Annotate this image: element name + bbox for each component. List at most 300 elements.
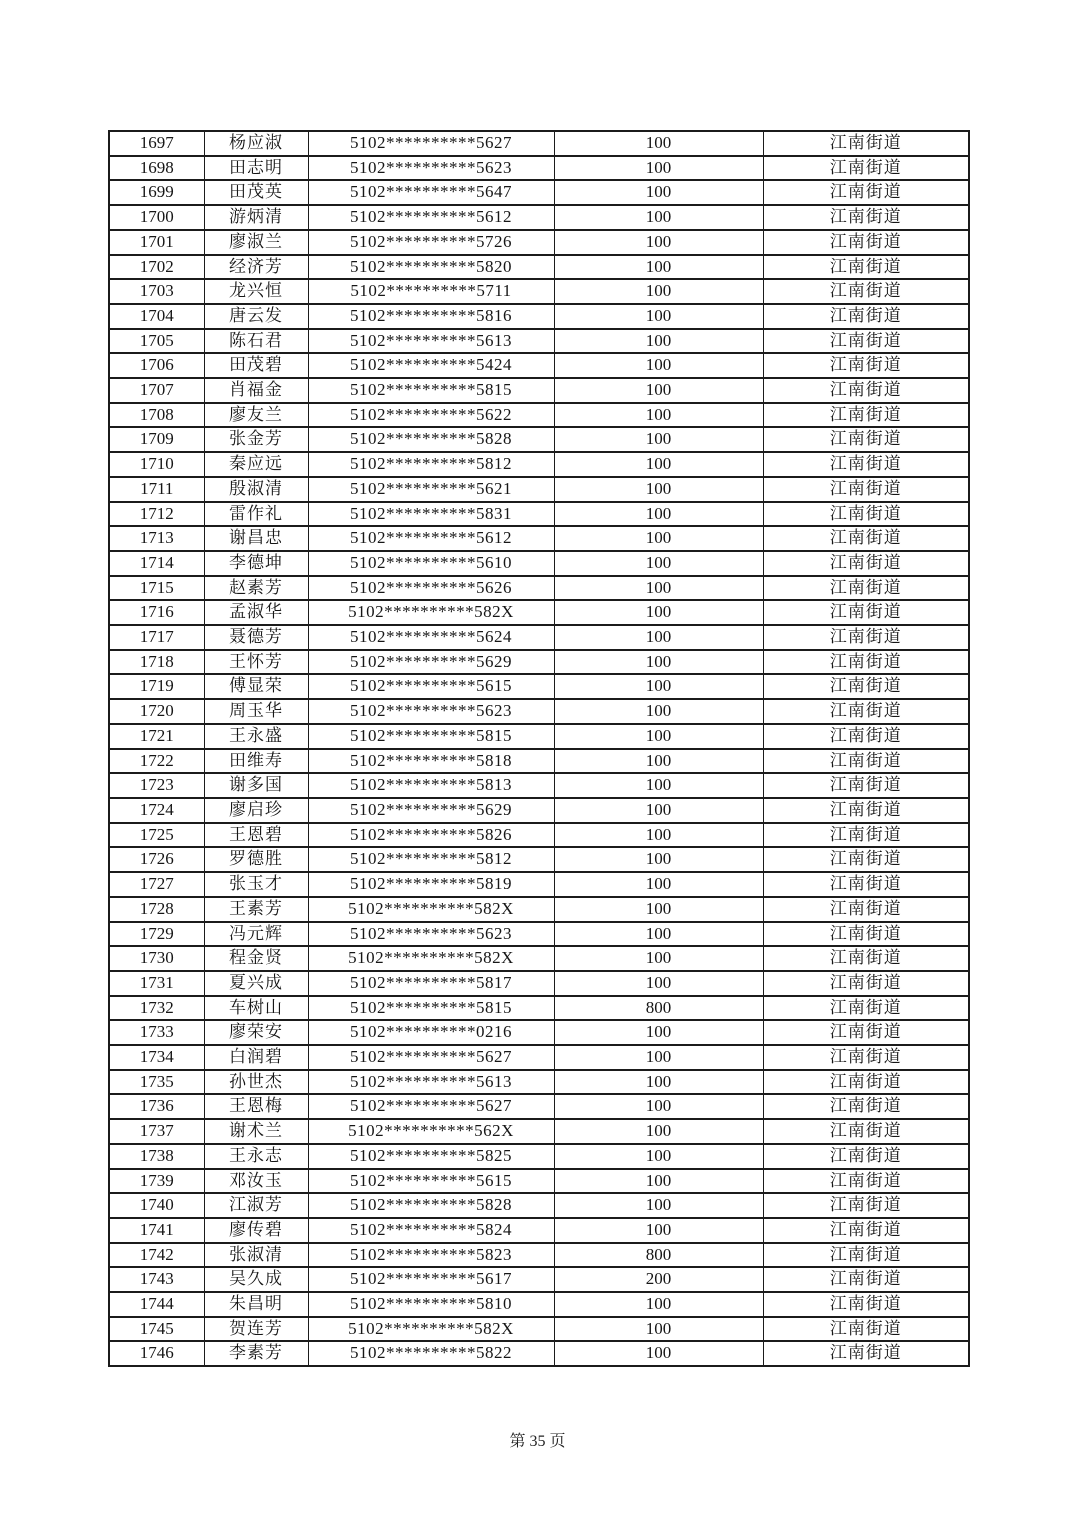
name-cell: 王素芳 bbox=[204, 897, 308, 922]
name-cell: 雷作礼 bbox=[204, 502, 308, 527]
table-row bbox=[109, 131, 969, 156]
district-cell: 江南街道 bbox=[763, 452, 969, 477]
amount-cell: 100 bbox=[554, 823, 763, 848]
table-row bbox=[109, 1144, 969, 1169]
table-row bbox=[109, 1045, 969, 1070]
id-cell: 5102**********5818 bbox=[308, 749, 554, 774]
name-cell: 王恩梅 bbox=[204, 1094, 308, 1119]
table-row bbox=[109, 1317, 969, 1342]
district-cell: 江南街道 bbox=[763, 427, 969, 452]
id-cell: 5102**********5816 bbox=[308, 304, 554, 329]
amount-cell: 100 bbox=[554, 1119, 763, 1144]
seq-cell: 1741 bbox=[109, 1218, 204, 1243]
id-cell: 5102**********5817 bbox=[308, 971, 554, 996]
id-cell: 5102**********5825 bbox=[308, 1144, 554, 1169]
id-cell: 5102**********5622 bbox=[308, 403, 554, 428]
amount-cell: 100 bbox=[554, 502, 763, 527]
id-cell: 5102**********5815 bbox=[308, 378, 554, 403]
seq-cell: 1718 bbox=[109, 650, 204, 675]
seq-cell: 1744 bbox=[109, 1292, 204, 1317]
table-row bbox=[109, 477, 969, 502]
seq-cell: 1698 bbox=[109, 156, 204, 181]
amount-cell: 100 bbox=[554, 427, 763, 452]
district-cell: 江南街道 bbox=[763, 922, 969, 947]
id-cell: 5102**********5813 bbox=[308, 773, 554, 798]
table-row bbox=[109, 1267, 969, 1292]
id-cell: 5102**********5615 bbox=[308, 674, 554, 699]
id-cell: 5102**********5612 bbox=[308, 526, 554, 551]
table-row bbox=[109, 699, 969, 724]
table-row bbox=[109, 403, 969, 428]
table-row bbox=[109, 823, 969, 848]
table-row bbox=[109, 156, 969, 181]
name-cell: 程金贤 bbox=[204, 946, 308, 971]
district-cell: 江南街道 bbox=[763, 823, 969, 848]
id-cell: 5102**********5624 bbox=[308, 625, 554, 650]
id-cell: 5102**********5647 bbox=[308, 180, 554, 205]
amount-cell: 100 bbox=[554, 304, 763, 329]
district-cell: 江南街道 bbox=[763, 576, 969, 601]
seq-cell: 1736 bbox=[109, 1094, 204, 1119]
amount-cell: 100 bbox=[554, 1144, 763, 1169]
amount-cell: 100 bbox=[554, 600, 763, 625]
district-cell: 江南街道 bbox=[763, 1341, 969, 1366]
seq-cell: 1745 bbox=[109, 1317, 204, 1342]
amount-cell: 100 bbox=[554, 156, 763, 181]
seq-cell: 1715 bbox=[109, 576, 204, 601]
seq-cell: 1737 bbox=[109, 1119, 204, 1144]
amount-cell: 100 bbox=[554, 279, 763, 304]
amount-cell: 100 bbox=[554, 1020, 763, 1045]
amount-cell: 100 bbox=[554, 971, 763, 996]
district-cell: 江南街道 bbox=[763, 650, 969, 675]
name-cell: 贺连芳 bbox=[204, 1317, 308, 1342]
id-cell: 5102**********5610 bbox=[308, 551, 554, 576]
seq-cell: 1739 bbox=[109, 1169, 204, 1194]
id-cell: 5102**********5627 bbox=[308, 131, 554, 156]
id-cell: 5102**********5820 bbox=[308, 255, 554, 280]
id-cell: 5102**********5623 bbox=[308, 156, 554, 181]
name-cell: 车树山 bbox=[204, 996, 308, 1021]
id-cell: 5102**********5623 bbox=[308, 699, 554, 724]
amount-cell: 100 bbox=[554, 1317, 763, 1342]
district-cell: 江南街道 bbox=[763, 1243, 969, 1268]
subsidy-table bbox=[108, 130, 970, 1367]
name-cell: 田茂碧 bbox=[204, 353, 308, 378]
table-row bbox=[109, 180, 969, 205]
table-row bbox=[109, 427, 969, 452]
name-cell: 张淑清 bbox=[204, 1243, 308, 1268]
amount-cell: 200 bbox=[554, 1267, 763, 1292]
id-cell: 5102**********5812 bbox=[308, 452, 554, 477]
district-cell: 江南街道 bbox=[763, 502, 969, 527]
amount-cell: 100 bbox=[554, 699, 763, 724]
district-cell: 江南街道 bbox=[763, 699, 969, 724]
amount-cell: 800 bbox=[554, 1243, 763, 1268]
district-cell: 江南街道 bbox=[763, 1045, 969, 1070]
amount-cell: 100 bbox=[554, 378, 763, 403]
table-row bbox=[109, 378, 969, 403]
amount-cell: 100 bbox=[554, 551, 763, 576]
seq-cell: 1709 bbox=[109, 427, 204, 452]
seq-cell: 1727 bbox=[109, 872, 204, 897]
table-row bbox=[109, 230, 969, 255]
district-cell: 江南街道 bbox=[763, 872, 969, 897]
district-cell: 江南街道 bbox=[763, 1070, 969, 1095]
amount-cell: 100 bbox=[554, 576, 763, 601]
seq-cell: 1742 bbox=[109, 1243, 204, 1268]
amount-cell: 100 bbox=[554, 1341, 763, 1366]
seq-cell: 1726 bbox=[109, 847, 204, 872]
table-row bbox=[109, 1119, 969, 1144]
name-cell: 杨应淑 bbox=[204, 131, 308, 156]
amount-cell: 100 bbox=[554, 205, 763, 230]
seq-cell: 1706 bbox=[109, 353, 204, 378]
id-cell: 5102**********582X bbox=[308, 1317, 554, 1342]
district-cell: 江南街道 bbox=[763, 996, 969, 1021]
name-cell: 罗德胜 bbox=[204, 847, 308, 872]
table-row bbox=[109, 922, 969, 947]
seq-cell: 1701 bbox=[109, 230, 204, 255]
id-cell: 5102**********5726 bbox=[308, 230, 554, 255]
name-cell: 王恩碧 bbox=[204, 823, 308, 848]
amount-cell: 100 bbox=[554, 724, 763, 749]
amount-cell: 100 bbox=[554, 403, 763, 428]
table-row bbox=[109, 674, 969, 699]
district-cell: 江南街道 bbox=[763, 847, 969, 872]
id-cell: 5102**********5629 bbox=[308, 798, 554, 823]
amount-cell: 100 bbox=[554, 131, 763, 156]
id-cell: 5102**********5627 bbox=[308, 1094, 554, 1119]
id-cell: 5102**********5627 bbox=[308, 1045, 554, 1070]
amount-cell: 800 bbox=[554, 996, 763, 1021]
district-cell: 江南街道 bbox=[763, 1144, 969, 1169]
district-cell: 江南街道 bbox=[763, 526, 969, 551]
amount-cell: 100 bbox=[554, 872, 763, 897]
name-cell: 唐云发 bbox=[204, 304, 308, 329]
district-cell: 江南街道 bbox=[763, 1218, 969, 1243]
seq-cell: 1746 bbox=[109, 1341, 204, 1366]
seq-cell: 1707 bbox=[109, 378, 204, 403]
id-cell: 5102**********5824 bbox=[308, 1218, 554, 1243]
seq-cell: 1702 bbox=[109, 255, 204, 280]
id-cell: 5102**********5612 bbox=[308, 205, 554, 230]
district-cell: 江南街道 bbox=[763, 1193, 969, 1218]
id-cell: 5102**********5613 bbox=[308, 329, 554, 354]
amount-cell: 100 bbox=[554, 625, 763, 650]
amount-cell: 100 bbox=[554, 749, 763, 774]
table-row bbox=[109, 1292, 969, 1317]
table-row bbox=[109, 773, 969, 798]
amount-cell: 100 bbox=[554, 946, 763, 971]
district-cell: 江南街道 bbox=[763, 674, 969, 699]
amount-cell: 100 bbox=[554, 1045, 763, 1070]
amount-cell: 100 bbox=[554, 674, 763, 699]
table-row bbox=[109, 353, 969, 378]
name-cell: 肖福金 bbox=[204, 378, 308, 403]
id-cell: 5102**********5819 bbox=[308, 872, 554, 897]
name-cell: 廖淑兰 bbox=[204, 230, 308, 255]
name-cell: 江淑芳 bbox=[204, 1193, 308, 1218]
amount-cell: 100 bbox=[554, 1094, 763, 1119]
id-cell: 5102**********582X bbox=[308, 600, 554, 625]
seq-cell: 1740 bbox=[109, 1193, 204, 1218]
seq-cell: 1712 bbox=[109, 502, 204, 527]
id-cell: 5102**********5812 bbox=[308, 847, 554, 872]
name-cell: 廖荣安 bbox=[204, 1020, 308, 1045]
table-row bbox=[109, 971, 969, 996]
seq-cell: 1713 bbox=[109, 526, 204, 551]
amount-cell: 100 bbox=[554, 1218, 763, 1243]
district-cell: 江南街道 bbox=[763, 477, 969, 502]
district-cell: 江南街道 bbox=[763, 1094, 969, 1119]
district-cell: 江南街道 bbox=[763, 304, 969, 329]
seq-cell: 1725 bbox=[109, 823, 204, 848]
name-cell: 冯元辉 bbox=[204, 922, 308, 947]
id-cell: 5102**********5629 bbox=[308, 650, 554, 675]
seq-cell: 1730 bbox=[109, 946, 204, 971]
id-cell: 5102**********5424 bbox=[308, 353, 554, 378]
table-row bbox=[109, 946, 969, 971]
district-cell: 江南街道 bbox=[763, 773, 969, 798]
table-row bbox=[109, 625, 969, 650]
amount-cell: 100 bbox=[554, 847, 763, 872]
name-cell: 谢多国 bbox=[204, 773, 308, 798]
id-cell: 5102**********5623 bbox=[308, 922, 554, 947]
seq-cell: 1710 bbox=[109, 452, 204, 477]
name-cell: 经济芳 bbox=[204, 255, 308, 280]
table-row bbox=[109, 576, 969, 601]
district-cell: 江南街道 bbox=[763, 205, 969, 230]
table-row bbox=[109, 798, 969, 823]
seq-cell: 1743 bbox=[109, 1267, 204, 1292]
id-cell: 5102**********5810 bbox=[308, 1292, 554, 1317]
name-cell: 谢昌忠 bbox=[204, 526, 308, 551]
district-cell: 江南街道 bbox=[763, 180, 969, 205]
seq-cell: 1699 bbox=[109, 180, 204, 205]
name-cell: 秦应远 bbox=[204, 452, 308, 477]
name-cell: 殷淑清 bbox=[204, 477, 308, 502]
table-row bbox=[109, 872, 969, 897]
table-row bbox=[109, 551, 969, 576]
seq-cell: 1720 bbox=[109, 699, 204, 724]
district-cell: 江南街道 bbox=[763, 600, 969, 625]
amount-cell: 100 bbox=[554, 798, 763, 823]
district-cell: 江南街道 bbox=[763, 1267, 969, 1292]
seq-cell: 1722 bbox=[109, 749, 204, 774]
name-cell: 王永志 bbox=[204, 1144, 308, 1169]
id-cell: 5102**********5823 bbox=[308, 1243, 554, 1268]
amount-cell: 100 bbox=[554, 230, 763, 255]
seq-cell: 1703 bbox=[109, 279, 204, 304]
table-body bbox=[109, 131, 969, 1366]
district-cell: 江南街道 bbox=[763, 255, 969, 280]
name-cell: 谢术兰 bbox=[204, 1119, 308, 1144]
seq-cell: 1716 bbox=[109, 600, 204, 625]
seq-cell: 1721 bbox=[109, 724, 204, 749]
table-row bbox=[109, 724, 969, 749]
table-row bbox=[109, 996, 969, 1021]
name-cell: 王怀芳 bbox=[204, 650, 308, 675]
id-cell: 5102**********5711 bbox=[308, 279, 554, 304]
page-number: 第 35 页 bbox=[509, 1433, 566, 1450]
id-cell: 5102**********5815 bbox=[308, 996, 554, 1021]
id-cell: 5102**********0216 bbox=[308, 1020, 554, 1045]
district-cell: 江南街道 bbox=[763, 551, 969, 576]
seq-cell: 1724 bbox=[109, 798, 204, 823]
seq-cell: 1700 bbox=[109, 205, 204, 230]
table-row bbox=[109, 600, 969, 625]
id-cell: 5102**********5613 bbox=[308, 1070, 554, 1095]
amount-cell: 100 bbox=[554, 329, 763, 354]
table-row bbox=[109, 650, 969, 675]
district-cell: 江南街道 bbox=[763, 724, 969, 749]
seq-cell: 1735 bbox=[109, 1070, 204, 1095]
name-cell: 孟淑华 bbox=[204, 600, 308, 625]
seq-cell: 1734 bbox=[109, 1045, 204, 1070]
name-cell: 傅显荣 bbox=[204, 674, 308, 699]
name-cell: 夏兴成 bbox=[204, 971, 308, 996]
name-cell: 田志明 bbox=[204, 156, 308, 181]
district-cell: 江南街道 bbox=[763, 971, 969, 996]
seq-cell: 1717 bbox=[109, 625, 204, 650]
amount-cell: 100 bbox=[554, 650, 763, 675]
name-cell: 赵素芳 bbox=[204, 576, 308, 601]
id-cell: 5102**********562X bbox=[308, 1119, 554, 1144]
id-cell: 5102**********5621 bbox=[308, 477, 554, 502]
amount-cell: 100 bbox=[554, 897, 763, 922]
district-cell: 江南街道 bbox=[763, 230, 969, 255]
seq-cell: 1719 bbox=[109, 674, 204, 699]
name-cell: 廖友兰 bbox=[204, 403, 308, 428]
name-cell: 邓汝玉 bbox=[204, 1169, 308, 1194]
seq-cell: 1705 bbox=[109, 329, 204, 354]
name-cell: 游炳清 bbox=[204, 205, 308, 230]
name-cell: 陈石君 bbox=[204, 329, 308, 354]
id-cell: 5102**********5828 bbox=[308, 1193, 554, 1218]
seq-cell: 1729 bbox=[109, 922, 204, 947]
name-cell: 王永盛 bbox=[204, 724, 308, 749]
id-cell: 5102**********5626 bbox=[308, 576, 554, 601]
table-row bbox=[109, 205, 969, 230]
table-row bbox=[109, 1094, 969, 1119]
amount-cell: 100 bbox=[554, 773, 763, 798]
name-cell: 廖启珍 bbox=[204, 798, 308, 823]
district-cell: 江南街道 bbox=[763, 131, 969, 156]
table-row bbox=[109, 897, 969, 922]
table-row bbox=[109, 255, 969, 280]
table-row bbox=[109, 1070, 969, 1095]
table-row bbox=[109, 329, 969, 354]
district-cell: 江南街道 bbox=[763, 353, 969, 378]
seq-cell: 1728 bbox=[109, 897, 204, 922]
name-cell: 张玉才 bbox=[204, 872, 308, 897]
district-cell: 江南街道 bbox=[763, 897, 969, 922]
seq-cell: 1738 bbox=[109, 1144, 204, 1169]
name-cell: 李德坤 bbox=[204, 551, 308, 576]
seq-cell: 1714 bbox=[109, 551, 204, 576]
id-cell: 5102**********5617 bbox=[308, 1267, 554, 1292]
amount-cell: 100 bbox=[554, 452, 763, 477]
table-row bbox=[109, 1341, 969, 1366]
district-cell: 江南街道 bbox=[763, 1020, 969, 1045]
district-cell: 江南街道 bbox=[763, 329, 969, 354]
name-cell: 张金芳 bbox=[204, 427, 308, 452]
district-cell: 江南街道 bbox=[763, 1169, 969, 1194]
district-cell: 江南街道 bbox=[763, 1119, 969, 1144]
district-cell: 江南街道 bbox=[763, 749, 969, 774]
amount-cell: 100 bbox=[554, 180, 763, 205]
table-row bbox=[109, 1020, 969, 1045]
district-cell: 江南街道 bbox=[763, 798, 969, 823]
name-cell: 白润碧 bbox=[204, 1045, 308, 1070]
name-cell: 朱昌明 bbox=[204, 1292, 308, 1317]
amount-cell: 100 bbox=[554, 255, 763, 280]
district-cell: 江南街道 bbox=[763, 1317, 969, 1342]
seq-cell: 1733 bbox=[109, 1020, 204, 1045]
district-cell: 江南街道 bbox=[763, 946, 969, 971]
district-cell: 江南街道 bbox=[763, 156, 969, 181]
id-cell: 5102**********5815 bbox=[308, 724, 554, 749]
id-cell: 5102**********5828 bbox=[308, 427, 554, 452]
table-row bbox=[109, 279, 969, 304]
district-cell: 江南街道 bbox=[763, 403, 969, 428]
id-cell: 5102**********5822 bbox=[308, 1341, 554, 1366]
amount-cell: 100 bbox=[554, 1169, 763, 1194]
name-cell: 龙兴恒 bbox=[204, 279, 308, 304]
name-cell: 田茂英 bbox=[204, 180, 308, 205]
table-row bbox=[109, 526, 969, 551]
name-cell: 廖传碧 bbox=[204, 1218, 308, 1243]
table-row bbox=[109, 1218, 969, 1243]
district-cell: 江南街道 bbox=[763, 378, 969, 403]
seq-cell: 1708 bbox=[109, 403, 204, 428]
table-row bbox=[109, 749, 969, 774]
table-row bbox=[109, 1169, 969, 1194]
amount-cell: 100 bbox=[554, 1292, 763, 1317]
amount-cell: 100 bbox=[554, 353, 763, 378]
id-cell: 5102**********5615 bbox=[308, 1169, 554, 1194]
id-cell: 5102**********5831 bbox=[308, 502, 554, 527]
district-cell: 江南街道 bbox=[763, 279, 969, 304]
table-row bbox=[109, 847, 969, 872]
name-cell: 田维寿 bbox=[204, 749, 308, 774]
district-cell: 江南街道 bbox=[763, 1292, 969, 1317]
seq-cell: 1723 bbox=[109, 773, 204, 798]
seq-cell: 1731 bbox=[109, 971, 204, 996]
id-cell: 5102**********5826 bbox=[308, 823, 554, 848]
name-cell: 李素芳 bbox=[204, 1341, 308, 1366]
id-cell: 5102**********582X bbox=[308, 897, 554, 922]
table-row bbox=[109, 304, 969, 329]
table-row bbox=[109, 452, 969, 477]
district-cell: 江南街道 bbox=[763, 625, 969, 650]
amount-cell: 100 bbox=[554, 526, 763, 551]
table-row bbox=[109, 502, 969, 527]
amount-cell: 100 bbox=[554, 1193, 763, 1218]
seq-cell: 1704 bbox=[109, 304, 204, 329]
amount-cell: 100 bbox=[554, 1070, 763, 1095]
name-cell: 聂德芳 bbox=[204, 625, 308, 650]
table-row bbox=[109, 1193, 969, 1218]
name-cell: 吴久成 bbox=[204, 1267, 308, 1292]
name-cell: 孙世杰 bbox=[204, 1070, 308, 1095]
name-cell: 周玉华 bbox=[204, 699, 308, 724]
table-row bbox=[109, 1243, 969, 1268]
amount-cell: 100 bbox=[554, 922, 763, 947]
id-cell: 5102**********582X bbox=[308, 946, 554, 971]
seq-cell: 1732 bbox=[109, 996, 204, 1021]
